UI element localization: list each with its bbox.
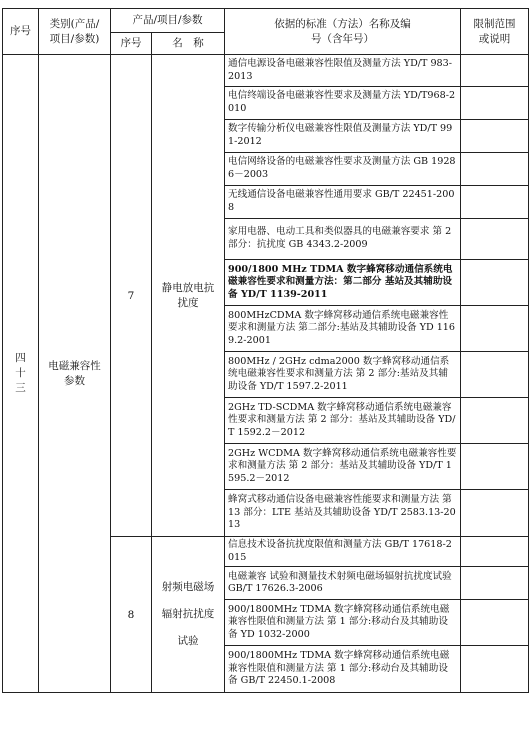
standard-cell: 900/1800MHz TDMA 数字蜂窝移动通信系统电磁兼容性限值和测量方法 第 1 部分:移动台及其辅助设备 YD 1032-2000 — [225, 600, 461, 646]
standard-cell: 900/1800MHz TDMA 数字蜂窝移动通信系统电磁兼容性限值和测量方法 第 1 部分:移动台及其辅助设备 GB/T 22450.1-2008 — [225, 646, 461, 693]
standard-cell: 900/1800 MHz TDMA 数字蜂窝移动通信系统电磁兼容性要求和测量方法：第二部分 基站及其辅助设备 YD/T 1139-2011 — [225, 260, 461, 306]
standard-cell: 电磁兼容 试验和测量技术射频电磁场辐射抗扰度试验 GB/T 17626.3-2006 — [225, 567, 461, 600]
limit-cell — [461, 567, 529, 600]
limit-cell — [461, 600, 529, 646]
limit-cell — [461, 444, 529, 490]
limit-cell — [461, 260, 529, 306]
standard-cell: 2GHz TD-SCDMA 数字蜂窝移动通信系统电磁兼容性要求和测量方法 第 2 部分：基站及其辅助设备 YD/T 1592.2－2012 — [225, 398, 461, 444]
group-7-seq: 7 — [111, 55, 152, 537]
limit-cell — [461, 537, 529, 567]
standard-cell: 无线通信设备电磁兼容性通用要求 GB/T 22451-2008 — [225, 186, 461, 219]
row-seq: 四十三 — [3, 55, 39, 693]
header-sub-seq: 序号 — [111, 33, 152, 55]
header-standard: 依据的标准（方法）名称及编号（含年号） — [225, 9, 461, 55]
limit-cell — [461, 120, 529, 153]
header-limit: 限制范围或说明 — [461, 9, 529, 55]
limit-cell — [461, 219, 529, 260]
standard-cell: 800MHzCDMA 数字蜂窝移动通信系统电磁兼容性要求和测量方法 第二部分:基站及其辅助设备 YD 1169.2-2001 — [225, 306, 461, 352]
header-category: 类别(产品/项目/参数) — [39, 9, 111, 55]
limit-cell — [461, 306, 529, 352]
limit-cell — [461, 490, 529, 537]
standard-cell: 数字传输分析仪电磁兼容性限值及测量方法 YD/T 991-2012 — [225, 120, 461, 153]
standard-cell: 电信终端设备电磁兼容性要求及测量方法 YD/T968-2010 — [225, 87, 461, 120]
header-product-group: 产品/项目/参数 — [111, 9, 225, 33]
group-8-seq: 8 — [111, 537, 152, 693]
limit-cell — [461, 55, 529, 87]
header-row-1 — [3, 9, 529, 33]
standard-cell: 通信电源设备电磁兼容性限值及测量方法 YD/T 983-2013 — [225, 55, 461, 87]
standard-cell: 2GHz WCDMA 数字蜂窝移动通信系统电磁兼容性要求和测量方法 第 2 部分：基站及其辅助设备 YD/T 1595.2－2012 — [225, 444, 461, 490]
limit-cell — [461, 186, 529, 219]
limit-cell — [461, 646, 529, 693]
standard-cell: 800MHz / 2GHz cdma2000 数字蜂窝移动通信系统电磁兼容性要求和测量方法 第 2 部分:基站及其辅助设备 YD/T 1597.2-2011 — [225, 352, 461, 398]
group-7-name: 静电放电抗扰度 — [152, 55, 225, 537]
table-row — [3, 55, 529, 87]
standard-cell: 蜂窝式移动通信设备电磁兼容性能要求和测量方法 第 13 部分：LTE 基站及其辅助设备 YD/T 2583.13-2013 — [225, 490, 461, 537]
row-category: 电磁兼容性参数 — [39, 55, 111, 693]
standard-cell: 家用电器、电动工具和类似器具的电磁兼容要求 第 2 部分：抗扰度 GB 4343.2-2009 — [225, 219, 461, 260]
limit-cell — [461, 153, 529, 186]
standards-table — [2, 8, 529, 693]
limit-cell — [461, 352, 529, 398]
standard-cell: 电信网络设备的电磁兼容性要求及测量方法 GB 19286－2003 — [225, 153, 461, 186]
limit-cell — [461, 87, 529, 120]
limit-cell — [461, 398, 529, 444]
header-seq: 序号 — [3, 9, 39, 55]
standard-cell: 信息技术设备抗扰度限值和测量方法 GB/T 17618-2015 — [225, 537, 461, 567]
group-8-name: 射频电磁场辐射抗扰度试验 — [152, 537, 225, 693]
header-sub-name: 名 称 — [152, 33, 225, 55]
